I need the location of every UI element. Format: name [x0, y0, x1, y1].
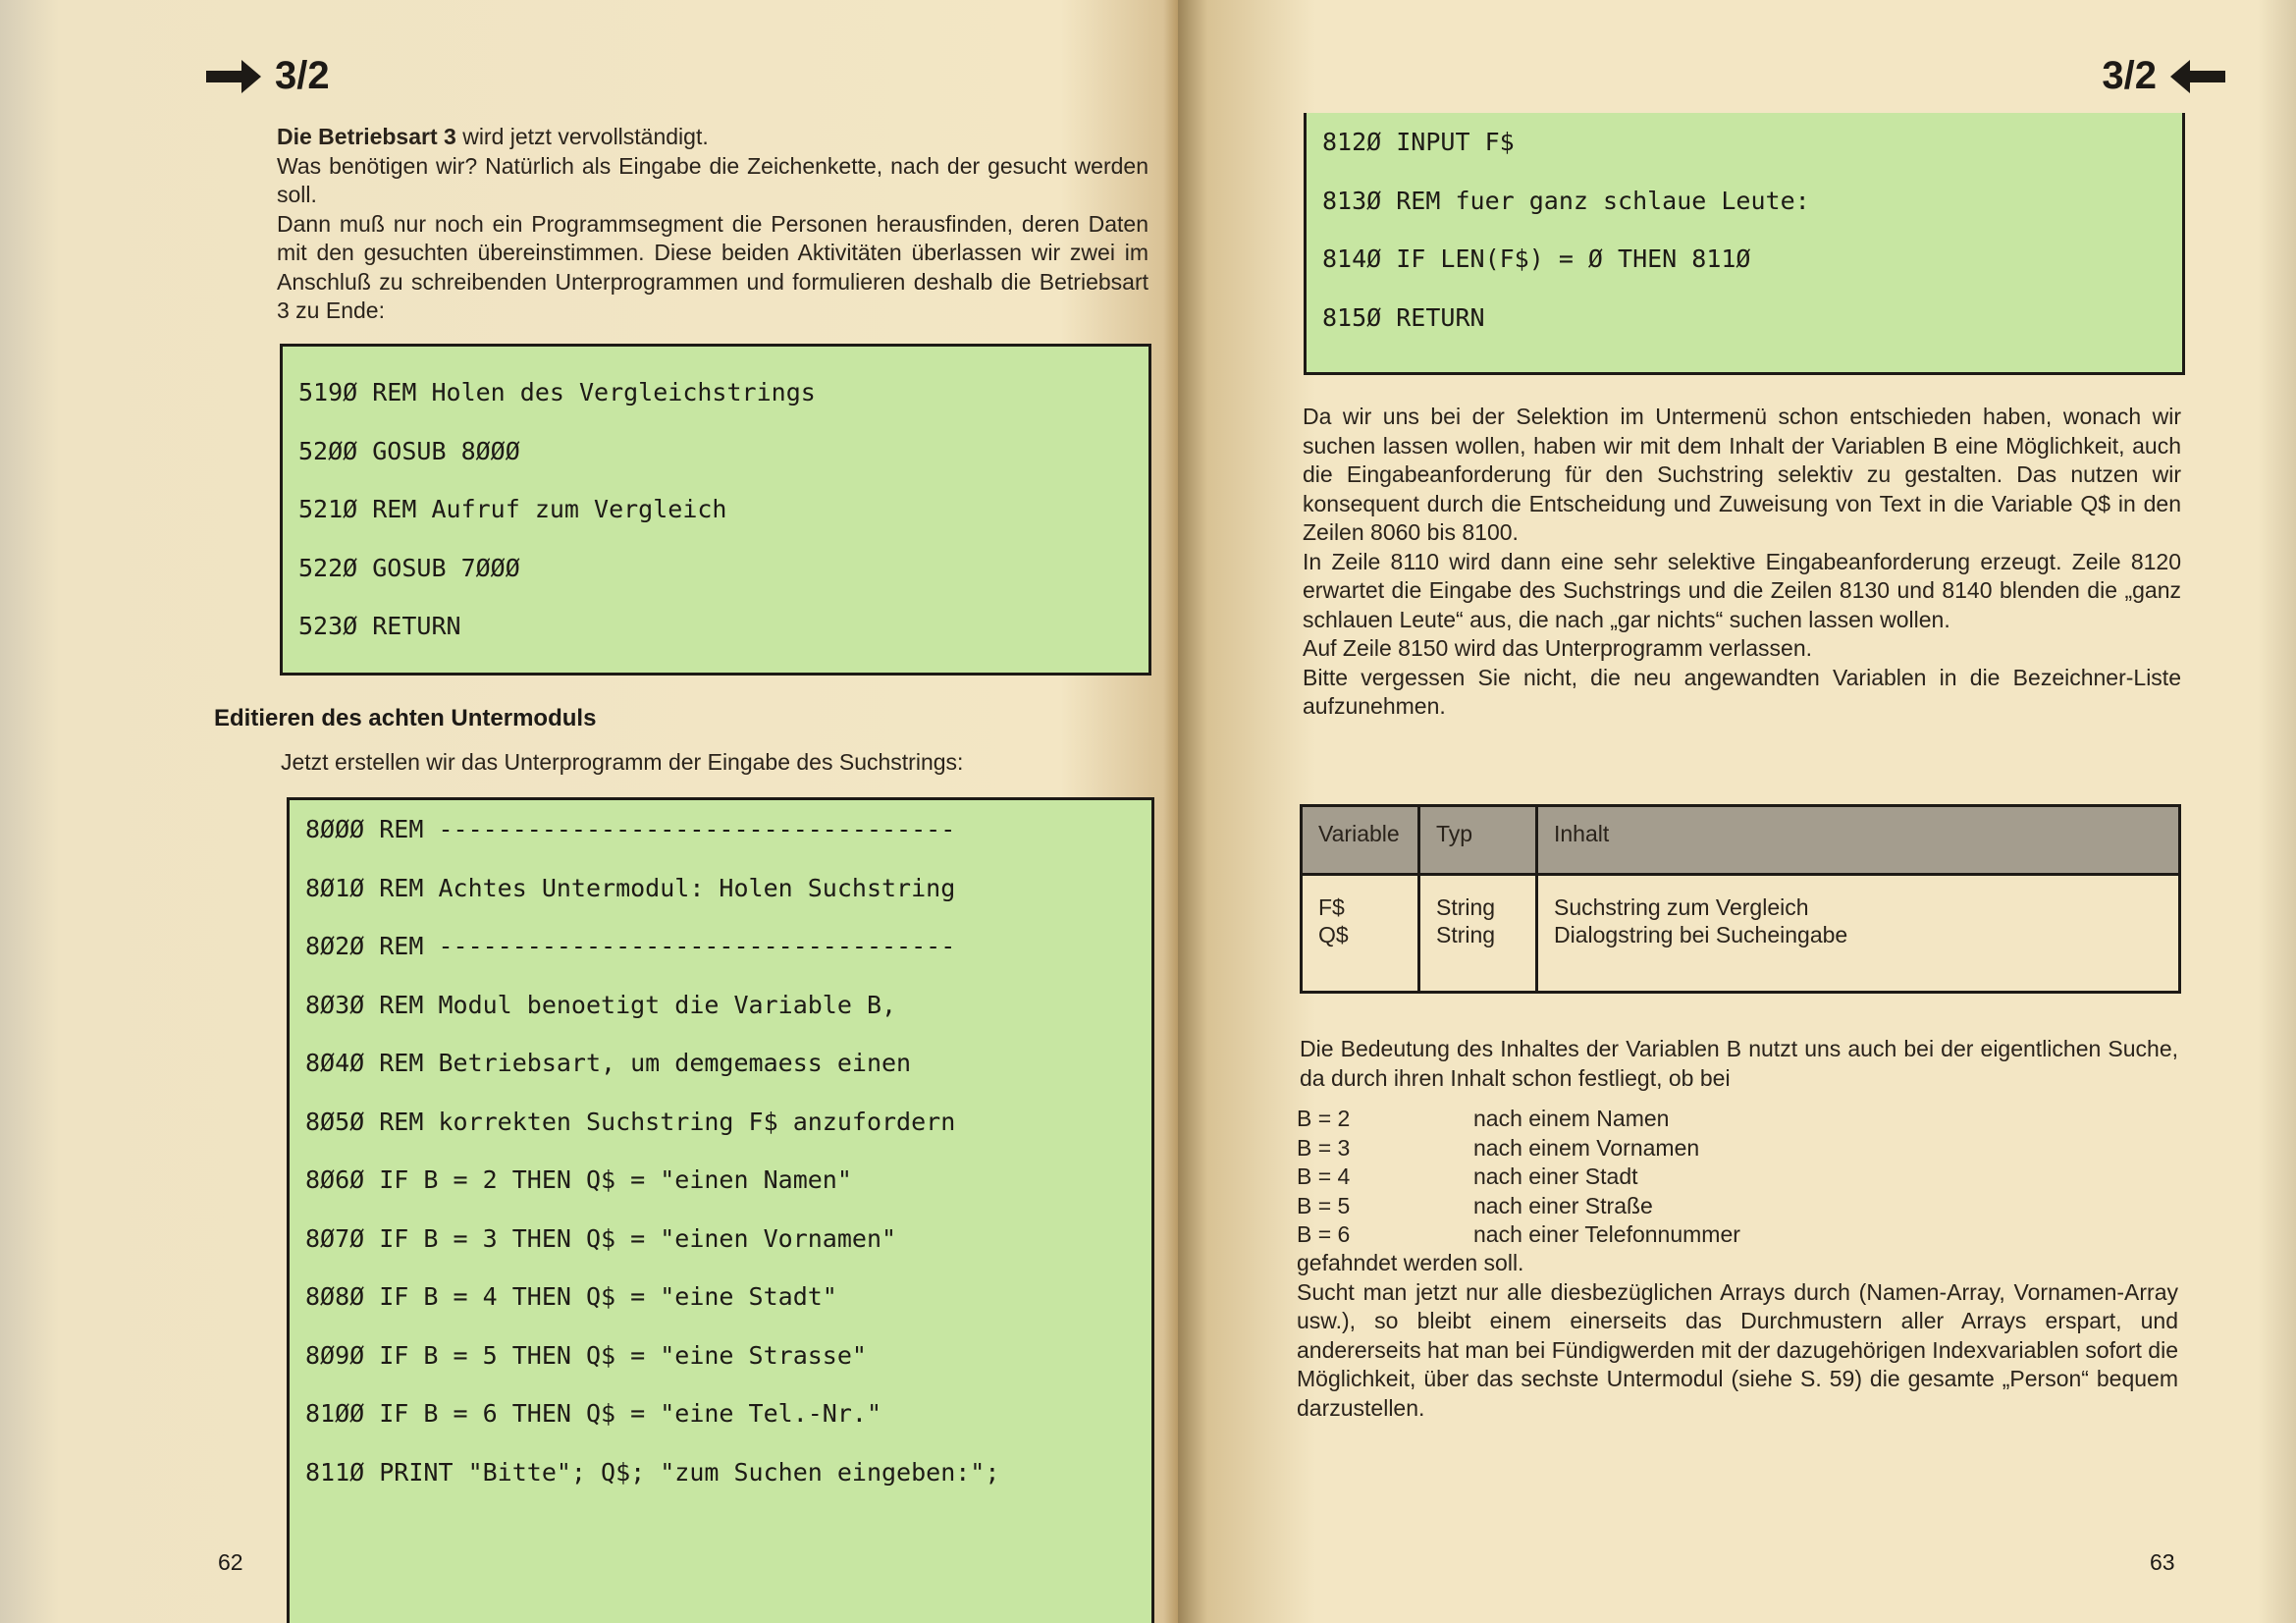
list-item-key: B = 5: [1297, 1192, 1351, 1218]
arrow-right-icon: [206, 71, 249, 82]
list-item-key: B = 2: [1297, 1106, 1351, 1131]
code-line: 8Ø5Ø REM korrekten Suchstring F$ anzufordern: [305, 1107, 956, 1136]
left-paragraph-3: [281, 748, 1145, 778]
code-line: 815Ø RETURN: [1322, 302, 1485, 332]
right-paragraph-6: gefahndet werden soll.: [1297, 1250, 1524, 1275]
code-line: 8Ø4Ø REM Betriebsart, um demgemaess einen: [305, 1049, 912, 1077]
header-variable: Variable: [1302, 806, 1419, 875]
left-intro-text: [277, 123, 1148, 326]
right-page-number: 63: [2150, 1549, 2175, 1575]
intro-bold: Die Betriebsart 3: [277, 124, 456, 149]
right-section-number: 3/2: [2102, 54, 2157, 97]
right-paragraph-3: Auf Zeile 8150 wird das Unterprogramm verlassen.: [1303, 635, 1813, 661]
code-block-8120: [1304, 113, 2185, 375]
list-item-value: nach einem Vornamen: [1473, 1134, 1700, 1161]
cell-variables: [1302, 875, 1419, 993]
header-typ: Typ: [1419, 806, 1537, 875]
code-line: 8ØØØ REM -----------------------------------: [305, 815, 956, 843]
list-item: [1297, 1192, 1740, 1221]
arrow-left-icon: [2182, 71, 2225, 82]
variables-table: [1300, 804, 2181, 994]
list-item-key: B = 3: [1297, 1134, 1351, 1161]
code-line: 8Ø2Ø REM -----------------------------------: [305, 932, 956, 960]
cell-variable-2: Q$: [1318, 922, 1349, 947]
right-body-text: [1303, 403, 2181, 722]
list-item-value: nach einer Telefonnummer: [1473, 1221, 1740, 1247]
code-line: 52ØØ GOSUB 8ØØØ: [298, 436, 520, 465]
code-line: 521Ø REM Aufruf zum Vergleich: [298, 495, 727, 523]
code-line: 812Ø INPUT F$: [1322, 128, 1515, 156]
list-item-value: nach einem Namen: [1473, 1106, 1670, 1131]
cell-typ-1: String: [1436, 894, 1496, 920]
right-closing-text: [1297, 1249, 2178, 1423]
table-row: [1302, 875, 2180, 993]
code-line: 8Ø3Ø REM Modul benoetigt die Variable B,: [305, 990, 897, 1019]
list-item: [1297, 1134, 1740, 1163]
list-item-key: B = 4: [1297, 1163, 1351, 1189]
list-item: [1297, 1105, 1740, 1134]
left-page-number: 62: [218, 1549, 243, 1575]
code-block-8000: [287, 797, 1154, 1623]
right-paragraph-5: [1300, 1035, 2178, 1093]
list-item-key: B = 6: [1297, 1221, 1351, 1247]
intro-rest: wird jetzt vervollständigt.: [455, 124, 709, 149]
code-line: 8Ø6Ø IF B = 2 THEN Q$ = "einen Namen": [305, 1165, 852, 1194]
list-item-value: nach einer Straße: [1473, 1192, 1653, 1218]
right-section-header: [2102, 54, 2225, 98]
code-line: 811Ø PRINT "Bitte"; Q$; "zum Suchen eingeben:";: [305, 1457, 1000, 1487]
left-section-header: [206, 54, 330, 98]
right-paragraph-1: Da wir uns bei der Selektion im Untermenü schon entschieden haben, wonach wir suchen lassen wollen, haben wir mit dem Inhalt der Variablen B eine Möglichkeit, auch die Eingabeanforderung für den Suchstring selektiv zu gestalten. Das nutzen wir konsequent durch die Entscheidung und Zuweisung von Text in die Variable Q$ in den Zeilen 8060 bis 8100.: [1303, 404, 2181, 545]
right-paragraph-5-text: Die Bedeutung des Inhaltes der Variablen B nutzt uns auch bei der eigentlichen Suche, da durch ihren Inhalt schon festliegt, ob bei: [1300, 1036, 2178, 1091]
code-line: 8Ø9Ø IF B = 5 THEN Q$ = "eine Strasse": [305, 1340, 867, 1370]
list-item: [1297, 1163, 1740, 1192]
right-paragraph-4: Bitte vergessen Sie nicht, die neu angewandten Variablen in die Bezeichner-Liste aufzunehmen.: [1303, 664, 2181, 719]
code-line: 8Ø8Ø IF B = 4 THEN Q$ = "eine Stadt": [305, 1282, 837, 1311]
right-paragraph-7: Sucht man jetzt nur alle diesbezüglichen Arrays durch (Namen-Array, Vornamen-Array usw.), so bleibt einem einerseits das Durchmustern aller Arrays erspart, und andererseits hat man bei Fündigwerden mit der dazugehörigen Indexvariablen sofort die Möglichkeit, über das sechste Untermodul (siehe S. 59) die gesamte „Person“ bequem darzustellen.: [1297, 1278, 2178, 1421]
right-paragraph-2: In Zeile 8110 wird dann eine sehr selektive Eingabeanforderung erzeugt. Zeile 8120 erwartet die Eingabe des Suchstrings und die Zeilen 8130 und 8140 blenden die „ganz schlauen Leute“ aus, die nach „gar nichts“ suchen lassen wollen.: [1303, 548, 2181, 632]
cell-types: [1419, 875, 1537, 993]
cell-contents: [1537, 875, 2180, 993]
cell-variable-1: F$: [1318, 894, 1345, 920]
right-page: [1178, 0, 2296, 1623]
code-line: 81ØØ IF B = 6 THEN Q$ = "eine Tel.-Nr.": [305, 1399, 881, 1428]
cell-inhalt-1: Suchstring zum Vergleich: [1554, 894, 1809, 920]
section-heading: Editieren des achten Untermoduls: [214, 705, 597, 731]
list-item-value: nach einer Stadt: [1473, 1163, 1638, 1189]
header-inhalt: Inhalt: [1537, 806, 2180, 875]
left-paragraph-1: Was benötigen wir? Natürlich als Eingabe die Zeichenkette, nach der gesucht werden soll.: [277, 152, 1148, 207]
list-item: [1297, 1220, 1740, 1250]
code-line: 519Ø REM Holen des Vergleichstrings: [298, 378, 816, 406]
code-line: 814Ø IF LEN(F$) = Ø THEN 811Ø: [1322, 244, 1751, 273]
left-section-number: 3/2: [275, 54, 330, 97]
code-line: 8Ø1Ø REM Achtes Untermodul: Holen Suchstring: [305, 873, 956, 902]
cell-typ-2: String: [1436, 922, 1496, 947]
code-line: 523Ø RETURN: [298, 612, 461, 640]
code-block-5190: [280, 344, 1151, 676]
code-line: 813Ø REM fuer ganz schlaue Leute:: [1322, 186, 1810, 215]
left-paragraph-2: Dann muß nur noch ein Programmsegment die Personen herausfinden, deren Daten mit den gesuchten übereinstimmen. Diese beiden Aktivitäten überlassen wir zwei im Anschluß zu schreibenden Unterprogrammen und formulieren deshalb die Betriebsart 3 zu Ende:: [277, 210, 1148, 323]
left-paragraph-3-text: Jetzt erstellen wir das Unterprogramm der Eingabe des Suchstrings:: [281, 749, 964, 775]
code-line: 8Ø7Ø IF B = 3 THEN Q$ = "einen Vornamen": [305, 1223, 897, 1253]
cell-inhalt-2: Dialogstring bei Sucheingabe: [1554, 922, 1848, 947]
b-value-list: [1297, 1105, 1740, 1250]
code-line: 522Ø GOSUB 7ØØØ: [298, 553, 520, 582]
table-header-row: [1302, 806, 2180, 875]
